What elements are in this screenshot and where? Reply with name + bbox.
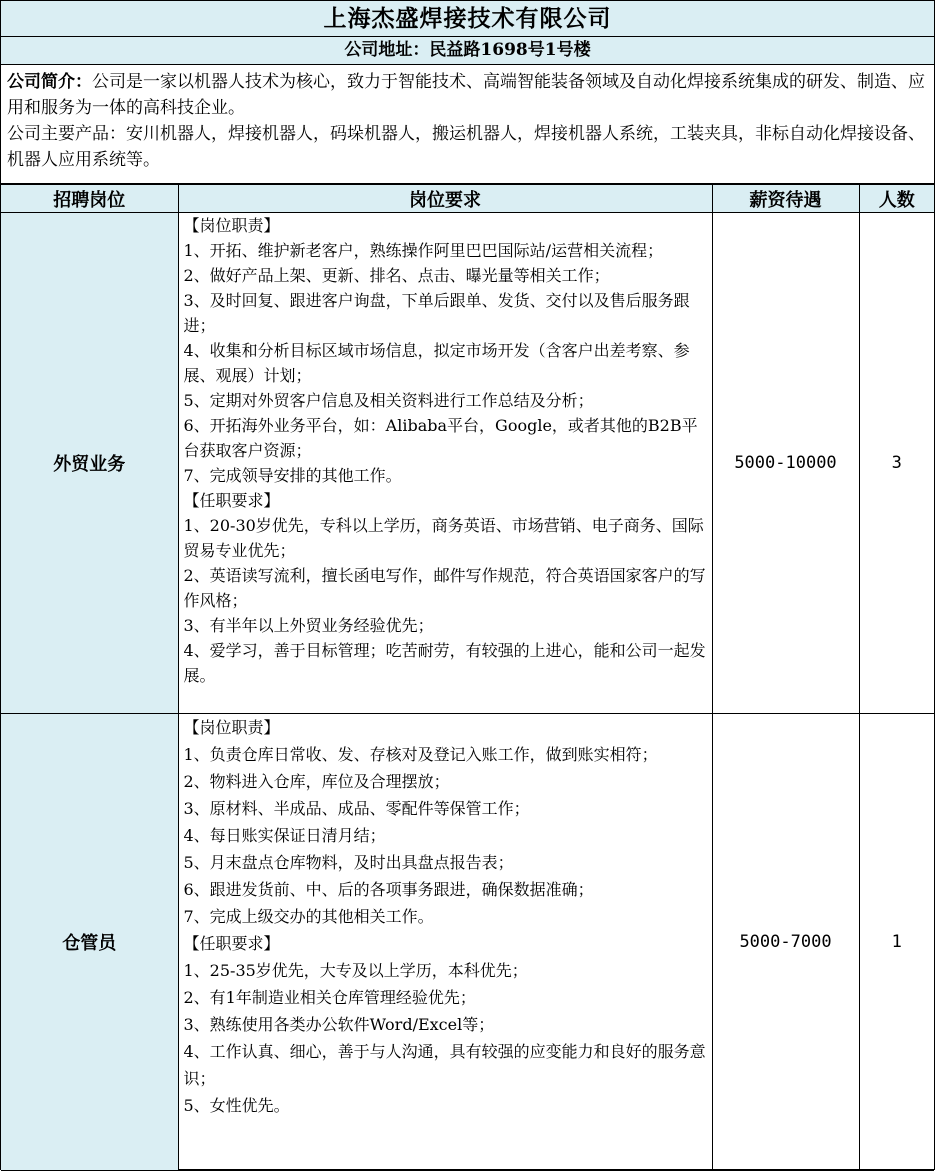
table-header-row bbox=[1, 185, 934, 213]
count-cell: 3 bbox=[859, 213, 934, 714]
products-paragraph: 公司主要产品：安川机器人，焊接机器人，码垛机器人，搬运机器人，焊接机器人系统，工装夹具，非标自动化焊接设备、机器人应用系统等。 bbox=[7, 124, 925, 170]
requirements-cell bbox=[178, 714, 712, 1171]
req-item: 2、有1年制造业相关仓库管理经验优先； bbox=[183, 988, 476, 1007]
duty-item: 2、物料进入仓库，库位及合理摆放； bbox=[183, 772, 450, 791]
duty-item: 2、做好产品上架、更新、排名、点击、曝光量等相关工作； bbox=[183, 266, 610, 285]
duty-item: 3、及时回复、跟进客户询盘，下单后跟单、发货、交付以及售后服务跟进； bbox=[183, 291, 690, 335]
duty-item: 4、收集和分析目标区域市场信息，拟定市场开发（含客户出差考察、参展、观展）计划； bbox=[183, 341, 690, 385]
req-item: 4、爱学习，善于目标管理；吃苦耐劳，有较强的上进心，能和公司一起发展。 bbox=[183, 641, 706, 685]
duty-item: 1、开拓、维护新老客户，熟练操作阿里巴巴国际站/运营相关流程； bbox=[183, 241, 664, 260]
req-item: 3、熟练使用各类办公软件Word/Excel等； bbox=[183, 1015, 495, 1034]
company-address bbox=[1, 37, 934, 65]
header-salary: 薪资待遇 bbox=[712, 185, 859, 213]
salary-cell: 5000-7000 bbox=[712, 714, 859, 1171]
req-item: 1、20-30岁优先，专科以上学历，商务英语、市场营销、电子商务、国际贸易专业优先； bbox=[183, 516, 704, 560]
intro-text: 公司是一家以机器人技术为核心，致力于智能技术、高端智能装备领域及自动化焊接系统集成的研发、制造、应用和服务为一体的高科技企业。 bbox=[7, 72, 925, 118]
intro-paragraph bbox=[7, 69, 928, 121]
req-item: 5、女性优先。 bbox=[183, 1096, 290, 1115]
company-title: 上海杰盛焊接技术有限公司 bbox=[1, 1, 934, 37]
table-row bbox=[1, 714, 934, 1171]
duty-item: 7、完成上级交办的其他相关工作。 bbox=[183, 907, 434, 926]
reqs-title: 【任职要求】 bbox=[183, 934, 280, 953]
duty-item: 7、完成领导安排的其他工作。 bbox=[183, 466, 402, 485]
duties-title: 【岗位职责】 bbox=[183, 216, 280, 235]
jobs-table bbox=[1, 184, 934, 1171]
requirements-cell bbox=[178, 213, 712, 714]
duty-item: 1、负责仓库日常收、发、存核对及登记入账工作，做到账实相符； bbox=[183, 745, 658, 764]
company-intro bbox=[1, 65, 934, 184]
req-item: 4、工作认真、细心，善于与人沟通，具有较强的应变能力和良好的服务意识； bbox=[183, 1042, 706, 1088]
position-cell: 仓管员 bbox=[1, 714, 178, 1171]
req-item: 1、25-35岁优先，大专及以上学历，本科优先； bbox=[183, 961, 528, 980]
duty-item: 6、跟进发货前、中、后的各项事务跟进，确保数据准确； bbox=[183, 880, 594, 899]
position-cell: 外贸业务 bbox=[1, 213, 178, 714]
header-requirements: 岗位要求 bbox=[178, 185, 712, 213]
duty-item: 3、原材料、半成品、成品、零配件等保管工作； bbox=[183, 799, 530, 818]
duty-item: 5、月末盘点仓库物料，及时出具盘点报告表； bbox=[183, 853, 514, 872]
req-item: 3、有半年以上外贸业务经验优先； bbox=[183, 616, 434, 635]
table-row bbox=[1, 213, 934, 714]
header-count: 人数 bbox=[859, 185, 934, 213]
req-item: 2、英语读写流利，擅长函电写作，邮件写作规范，符合英语国家客户的写作风格； bbox=[183, 566, 706, 610]
address-label: 公司地址： bbox=[344, 40, 430, 60]
duty-item: 5、定期对外贸客户信息及相关资料进行工作总结及分析； bbox=[183, 391, 594, 410]
duty-item: 6、开拓海外业务平台，如：Alibaba平台，Google，或者其他的B2B平台获取客户资源； bbox=[183, 416, 698, 460]
duties-title: 【岗位职责】 bbox=[183, 718, 280, 737]
duty-item: 4、每日账实保证日清月结； bbox=[183, 826, 386, 845]
count-cell: 1 bbox=[859, 714, 934, 1171]
address-value: 民益路1698号1号楼 bbox=[429, 40, 591, 60]
intro-label: 公司简介： bbox=[7, 72, 92, 92]
salary-cell: 5000-10000 bbox=[712, 213, 859, 714]
reqs-title: 【任职要求】 bbox=[183, 491, 280, 510]
header-position: 招聘岗位 bbox=[1, 185, 178, 213]
